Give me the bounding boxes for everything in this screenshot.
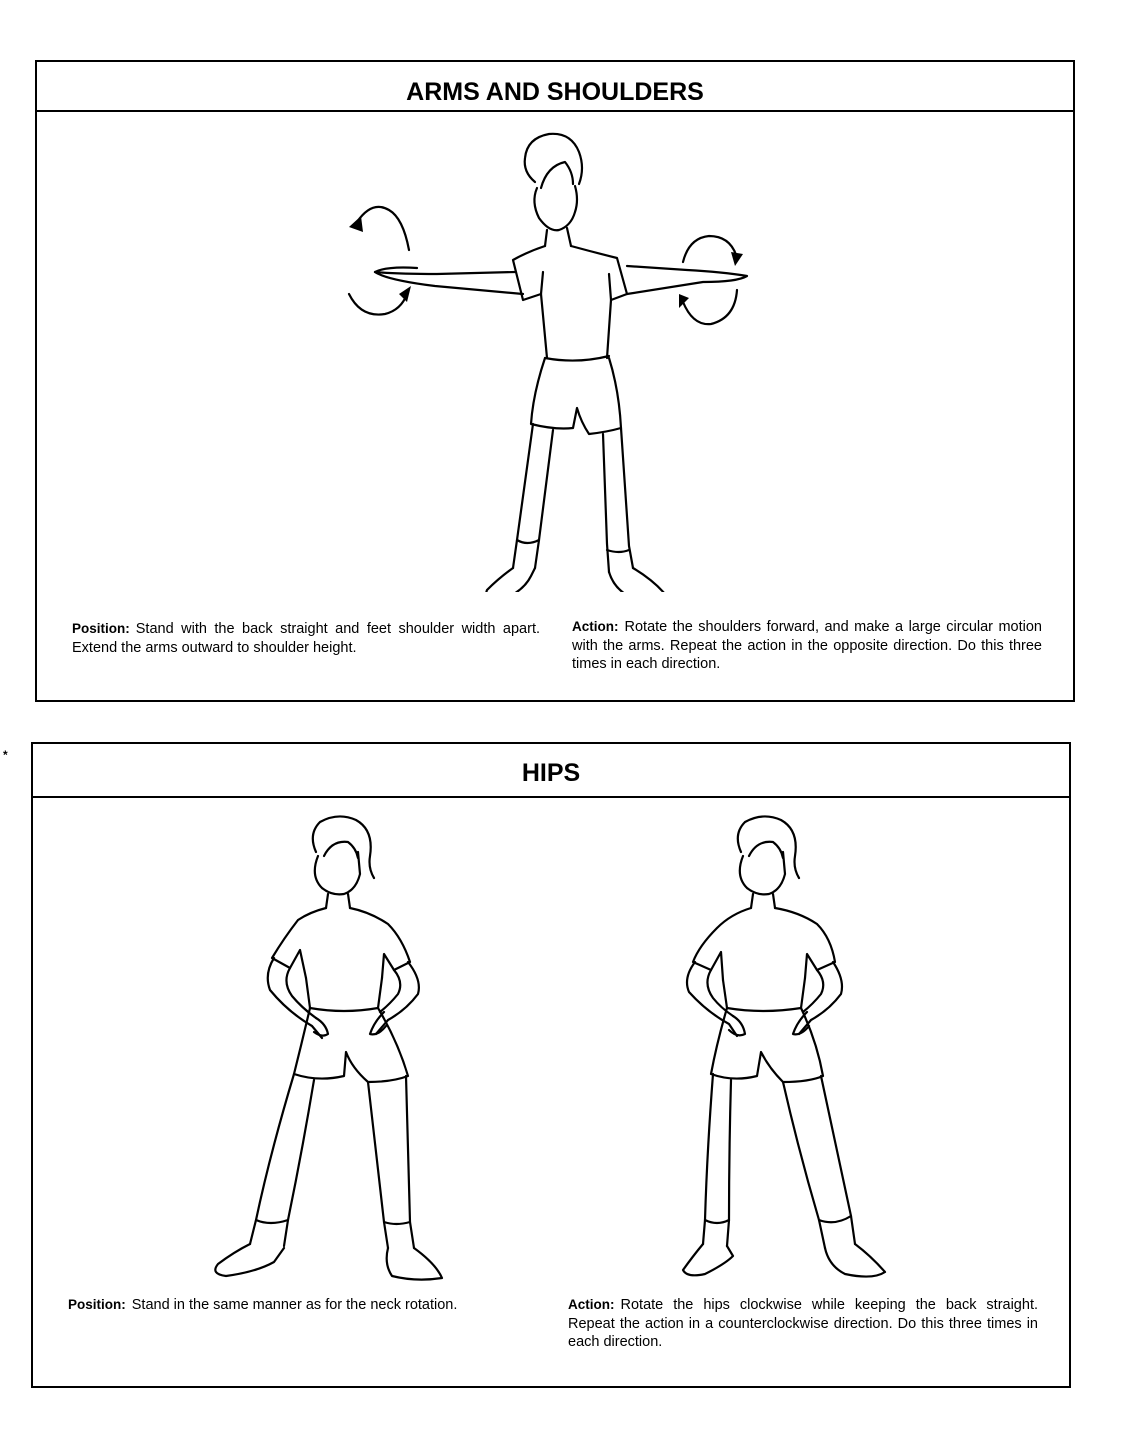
panel-title-arms-shoulders: ARMS AND SHOULDERS xyxy=(37,62,1073,112)
action-text: Rotate the shoulders forward, and make a large circular motion with the arms. Repeat the action in the opposite direction. Do this three times in each direction. xyxy=(572,619,1042,672)
action-description xyxy=(572,618,1042,674)
action-label: Action: xyxy=(568,1297,615,1312)
position-description xyxy=(72,620,540,657)
hips-panel xyxy=(31,742,1071,1388)
margin-mark: * xyxy=(3,748,8,762)
rotation-arrow-icon-left-bottom xyxy=(349,286,411,315)
hips-figure-illustration-right xyxy=(623,812,903,1292)
arms-shoulders-panel xyxy=(35,60,1075,702)
position-text: Stand with the back straight and feet shoulder width apart. Extend the arms outward to shoulder height. xyxy=(72,621,540,656)
hips-figure-illustration-left xyxy=(198,812,478,1292)
action-text: Rotate the hips clockwise while keeping the back straight. Repeat the action in a counterclockwise direction. Do this three times in each direction. xyxy=(568,1297,1038,1350)
action-description xyxy=(568,1296,1038,1352)
rotation-arrow-icon-right-top xyxy=(683,236,743,266)
position-description xyxy=(68,1296,548,1315)
rotation-arrow-icon-right-bottom xyxy=(679,290,737,324)
arms-extended-figure-illustration xyxy=(327,122,767,592)
action-label: Action: xyxy=(572,619,619,634)
panel-title-hips: HIPS xyxy=(33,744,1069,798)
position-label: Position: xyxy=(68,1297,126,1312)
position-label: Position: xyxy=(72,621,130,636)
position-text: Stand in the same manner as for the neck rotation. xyxy=(131,1297,458,1313)
rotation-arrow-icon-left-top xyxy=(349,207,409,250)
